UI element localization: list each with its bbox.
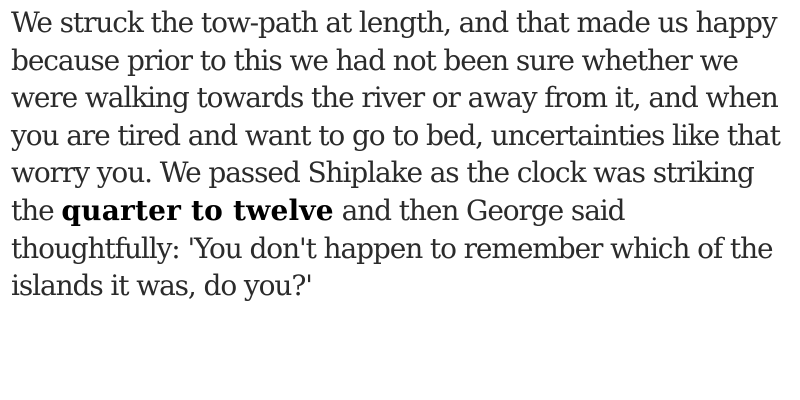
line-6-start: the <box>11 193 54 227</box>
emphasized-phrase: quarter to twelve <box>61 193 334 227</box>
passage-line-8: islands it was, do you?' <box>11 269 312 303</box>
passage-line-7: thoughtfully: 'You don't happen to remember which of the <box>11 231 773 265</box>
passage-line-6 <box>11 192 796 230</box>
passage-text <box>11 4 796 305</box>
line-6-end: and then George said <box>341 193 625 227</box>
passage-line-1: We struck the tow-path at length, and that made us happy <box>11 6 777 39</box>
passage-line-4: you are tired and want to go to bed, uncertainties like that <box>11 118 780 152</box>
passage-line-3: were walking towards the river or away from it, and when <box>11 81 778 115</box>
passage-line-5: worry you. We passed Shiplake as the clock was striking <box>11 156 754 190</box>
passage-line-2: because prior to this we had not been sure whether we <box>11 43 738 77</box>
